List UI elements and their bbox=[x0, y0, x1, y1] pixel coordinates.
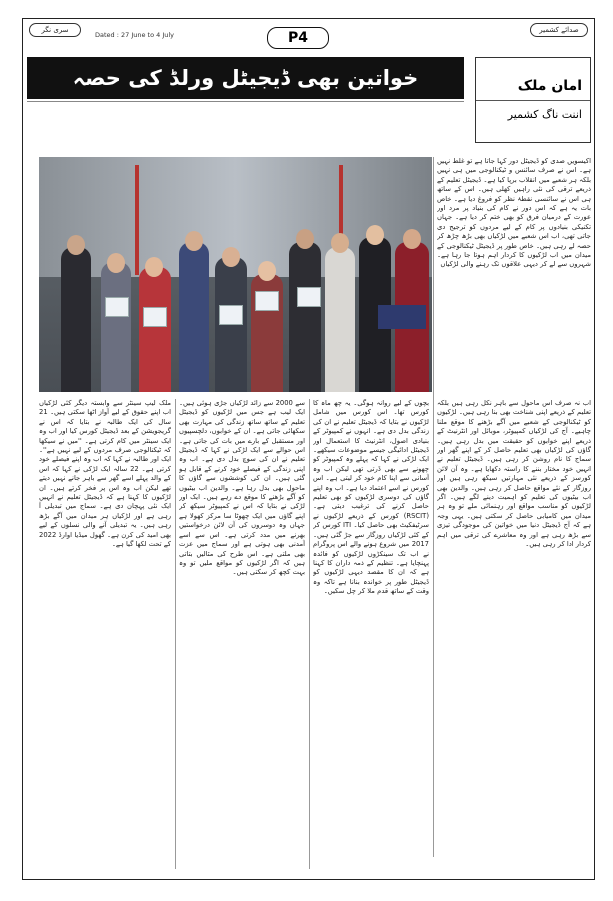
certificate bbox=[297, 287, 321, 307]
headline: خواتین بھی ڈیجیٹل ورلڈ کی حصہ bbox=[27, 57, 464, 99]
column-rule bbox=[433, 157, 434, 857]
article-paragraph: اب نہ صرف اس ماحول سے باہر نکل رہی ہیں بلکہ تعلیم کے ذریعے اپنی شناخت بھی بنا رہی ہیں۔ لڑکیوں کو ٹیکنالوجی کے شعبے میں آگے بڑھنے کا موقع ملنا چاہیے۔ آج کی لڑکیاں کمپیوٹر، موبائل اور انٹرنیٹ کے ذریعے اپنے خوابوں کو حقیقت میں بدل رہی ہیں۔ گاؤں کی لڑکیاں بھی تعلیم حاصل کر کے اپنے گھر اور سماج کا نام روشن کر رہی ہیں۔ ڈیجیٹل تعلیم نے انہیں خود مختار بننے کا راستہ دکھایا ہے۔ وہ آن لائن کورسز کے ذریعے نئی مہارتیں سیکھ رہی ہیں اور روزگار کے نئے مواقع حاصل کر رہی ہیں۔ والدین بھی اب بیٹیوں کی تعلیم کو اہمیت دینے لگے ہیں۔ اگر لڑکیوں کو مناسب مواقع اور رہنمائی ملے تو وہ ہر میدان میں کامیابی حاصل کر سکتی ہیں۔ یہی وجہ ہے کہ آج ڈیجیٹل دنیا میں خواتین کی موجودگی تیزی سے بڑھ رہی ہے اور وہ معاشرے کی ترقی میں اہم کردار ادا کر رہی ہیں۔ bbox=[437, 399, 591, 549]
photo-person-head bbox=[107, 253, 125, 273]
certificate bbox=[143, 307, 167, 327]
article-paragraph: بچوں کے لیے روانہ ہوگی۔ یہ چھ ماہ کا کورس تھا۔ اس کورس میں شامل لڑکیوں نے بتایا کہ ڈیجیٹل تعلیم نے ان کی زندگی بدل دی ہے۔ انہوں نے کمپیوٹر کے بنیادی اصول، انٹرنیٹ کا استعمال اور ڈیجیٹل ادائیگی جیسے موضوعات سیکھے۔ ایک لڑکی نے کہا کہ پہلے وہ کمپیوٹر کو چھونے سے بھی ڈرتی تھی لیکن اب وہ آسانی سے اپنا کام خود کر لیتی ہے۔ اس کورس نے اسے اعتماد دیا ہے۔ اب وہ اپنے گاؤں کی دوسری لڑکیوں کو بھی تعلیم حاصل کرنے کی ترغیب دیتی ہے۔ (RSCIT) کورس کے ذریعے لڑکیوں نے سرٹیفکیٹ بھی حاصل کیا۔ ITI کورس کر کے کئی لڑکیاں روزگار سے جڑ گئی ہیں۔ 2017 میں شروع ہونے والے اس پروگرام نے اب تک سینکڑوں لڑکیوں کو فائدہ پہنچایا ہے۔ تنظیم کے ذمہ داران کا کہنا ہے کہ ان کا مقصد دیہی لڑکیوں کو ڈیجیٹل طور پر خواندہ بنانا ہے تاکہ وہ وقت کے ساتھ قدم ملا کر چل سکیں۔ bbox=[313, 399, 429, 596]
photo-person-head bbox=[403, 229, 421, 249]
photo-person bbox=[325, 247, 355, 392]
headline-rule bbox=[27, 101, 464, 102]
newspaper-page bbox=[22, 18, 595, 880]
photo-person-head bbox=[67, 235, 85, 255]
right-ribbon-text: صدائے کشمیر bbox=[539, 26, 579, 34]
photo-person bbox=[289, 242, 321, 392]
article-column-2 bbox=[179, 399, 305, 869]
group-photo bbox=[39, 157, 432, 392]
photo-display-screen bbox=[378, 305, 426, 329]
article-paragraph: اکیسویں صدی کو ڈیجیٹل دور کہا جاتا ہے تو غلط نہیں ہے۔ اس نے صرف سائنس و ٹیکنالوجی میں ہی نہیں بلکہ ہر شعبے میں انقلاب برپا کیا ہے۔ ڈیجیٹل تعلیم کے ذریعے ترقی کی نئی راہیں کھلی ہیں۔ اس کے ساتھ ہی اس نے سائنسی نقطۂ نظر کو فروغ دیا ہے۔ خاص بات یہ ہے کہ اس دور نے کام کی بنیاد پر مرد اور عورت کے درمیان فرق کو بھی ختم کر دیا ہے۔ جہاں تکنیکی بنیادوں پر کام کے لیے مردوں کو ترجیح دی جاتی تھی، اب اس شعبے میں لڑکیاں بھی بڑھ چڑھ کر حصہ لے رہی ہیں۔ خاص طور پر ڈیجیٹل ٹیکنالوجی کے میدان میں اب لڑکیوں کا کردار اہم ہوتا جا رہا ہے۔ شہروں سے لے کر دیہی علاقوں تک رہنے والی لڑکیاں bbox=[437, 157, 591, 269]
right-ribbon bbox=[530, 23, 588, 37]
page-header bbox=[23, 19, 594, 49]
article-paragraph: ملک لیپ سینٹر سے وابستہ دیگر کئی لڑکیاں اب اپنے حقوق کے لیے آواز اٹھا سکتی ہیں۔ 21 سال کی ایک طالبہ نے بتایا کہ اس نے گریجویشن کے بعد ڈیجیٹل کورس کیا اور اب وہ ایک سینٹر میں کام کرتی ہے۔ ''میں نے سیکھا کہ ٹیکنالوجی صرف مردوں کے لیے نہیں ہے''۔ ایک اور طالبہ نے کہا کہ اب وہ اپنے فیصلے خود کرتی ہے۔ 22 سالہ ایک لڑکی نے کہا کہ اس کے والد پہلے اسے گھر سے باہر جانے نہیں دیتے تھے لیکن اب وہ اس پر فخر کرتے ہیں۔ ان لڑکیوں کا کہنا ہے کہ ڈیجیٹل تعلیم نے انہیں ایک نئی پہچان دی ہے۔ سماج میں تبدیلی آ رہی ہے اور لڑکیاں ہر میدان میں آگے بڑھ رہی ہیں۔ یہ تبدیلی آنے والی نسلوں کے لیے بھی امید کی کرن ہے۔ گھول میڈیا اوارڈ 2022 کے تحت لکھا گیا ہے۔ bbox=[39, 399, 171, 549]
article-column-right-bottom bbox=[437, 399, 591, 869]
column-rule bbox=[309, 399, 310, 869]
article-column-1 bbox=[39, 399, 171, 869]
author-name: امان ملک bbox=[517, 78, 582, 94]
author-divider bbox=[476, 100, 590, 101]
left-ribbon-text: سری نگر bbox=[41, 26, 69, 34]
certificate bbox=[255, 291, 279, 311]
author-box bbox=[475, 57, 591, 143]
photo-person-head bbox=[366, 225, 384, 245]
article-column-3 bbox=[313, 399, 429, 869]
photo-person bbox=[61, 247, 91, 392]
photo-person-head bbox=[258, 261, 276, 281]
issue-date: Dated : 27 June to 4 July bbox=[95, 31, 175, 39]
photo-person bbox=[179, 242, 209, 392]
author-place: اننت ناگ کشمیر bbox=[507, 108, 582, 121]
certificate bbox=[219, 305, 243, 325]
photo-person-head bbox=[222, 247, 240, 267]
photo-person-head bbox=[145, 257, 163, 277]
column-rule bbox=[175, 399, 176, 869]
article-paragraph: سے 2000 سے زائد لڑکیاں جڑی ہوئی ہیں۔ ایک لیب ہے جس میں لڑکیوں کو ڈیجیٹل تعلیم کے ساتھ ساتھ زندگی کی مہارت بھی سکھائی جاتی ہے۔ ان کے خوابوں، دلچسپیوں اور مستقبل کے بارے میں بات کی جاتی ہے۔ اس حوالے سے ایک لڑکی نے کہا کہ ڈیجیٹل تعلیم نے ان کی سوچ بدل دی ہے۔ اب وہ اپنی زندگی کے فیصلے خود کرنے کے قابل ہو گئی ہیں۔ ان کی کوششوں سے گاؤں کا ماحول بھی بدل رہا ہے۔ والدین اب بیٹیوں کو آگے بڑھنے کا موقع دے رہے ہیں۔ ایک اور لڑکی نے بتایا کہ اس نے کمپیوٹر سیکھ کر اپنے گاؤں میں ایک چھوٹا سا مرکز کھولا ہے جہاں وہ دوسروں کی آن لائن درخواستیں بھرنے میں مدد کرتی ہے۔ اس سے اسے آمدنی بھی ہوتی ہے اور سماج میں عزت بھی ملتی ہے۔ اس طرح کی مثالیں بتاتی ہیں کہ اگر لڑکیوں کو مواقع ملیں تو وہ بہت کچھ کر سکتی ہیں۔ bbox=[179, 399, 305, 577]
left-ribbon bbox=[29, 23, 81, 37]
certificate bbox=[105, 297, 129, 317]
photo-person-head bbox=[331, 233, 349, 253]
photo-person bbox=[101, 262, 131, 392]
article-column-right-top bbox=[437, 157, 591, 397]
photo-person bbox=[139, 267, 171, 392]
page-number: P4 bbox=[267, 27, 329, 49]
photo-red-accent bbox=[135, 165, 139, 275]
photo-person-head bbox=[296, 229, 314, 249]
photo-person-head bbox=[185, 231, 203, 251]
